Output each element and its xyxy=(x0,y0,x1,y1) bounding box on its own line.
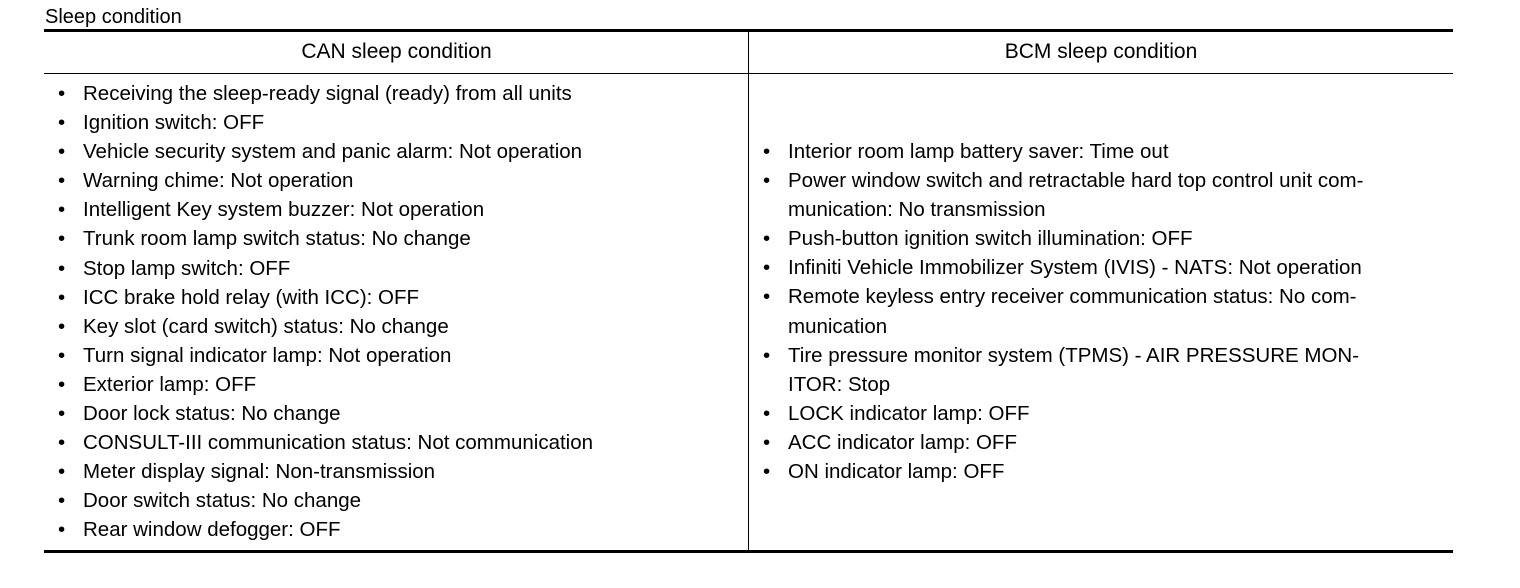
list-item-text: Tire pressure monitor system (TPMS) - AIR PRESSURE MON- xyxy=(788,343,1360,367)
list-item xyxy=(58,428,738,457)
list-item xyxy=(58,370,738,399)
list-item-text: Door switch status: No change xyxy=(83,489,362,513)
list-item-text: LOCK indicator lamp: OFF xyxy=(788,401,1030,425)
list-item xyxy=(58,166,738,195)
list-item-text: Door lock status: No change xyxy=(83,402,341,426)
bullet-icon: • xyxy=(58,489,66,513)
list-item-text: Key slot (card switch) status: No change xyxy=(83,314,449,338)
column-header-bcm: BCM sleep condition xyxy=(749,32,1453,74)
can-sleep-condition-list xyxy=(58,79,738,545)
list-item xyxy=(58,486,738,515)
list-item-text: Rear window defogger: OFF xyxy=(83,518,341,542)
list-item-text: Remote keyless entry receiver communication status: No com- xyxy=(788,285,1357,309)
list-item xyxy=(58,399,738,428)
list-item-text: munication xyxy=(788,314,888,338)
bullet-icon: • xyxy=(58,314,66,338)
bullet-icon: • xyxy=(763,401,771,425)
bullet-icon: • xyxy=(763,227,771,251)
list-item-text: Push-button ignition switch illumination: OFF xyxy=(788,227,1193,251)
list-item-text: ITOR: Stop xyxy=(788,372,891,396)
column-header-can: CAN sleep condition xyxy=(44,32,749,74)
list-item xyxy=(58,283,738,312)
bullet-icon: • xyxy=(763,256,771,280)
column-divider xyxy=(748,32,749,550)
bullet-icon: • xyxy=(763,285,771,309)
list-item xyxy=(763,253,1448,282)
list-item-text: munication: No transmission xyxy=(788,198,1046,222)
list-item-text: Warning chime: Not operation xyxy=(83,169,354,193)
list-item xyxy=(763,282,1448,340)
list-item xyxy=(58,79,738,108)
list-item xyxy=(58,254,738,283)
bullet-icon: • xyxy=(58,460,66,484)
list-item-text: Turn signal indicator lamp: Not operation xyxy=(83,343,452,367)
table-caption: Sleep condition xyxy=(45,6,182,28)
list-item-text: Ignition switch: OFF xyxy=(83,111,265,135)
list-item xyxy=(763,428,1448,457)
bullet-icon: • xyxy=(58,198,66,222)
bullet-icon: • xyxy=(58,285,66,309)
list-item-text: Trunk room lamp switch status: No change xyxy=(83,227,471,251)
list-item-text: Stop lamp switch: OFF xyxy=(83,256,291,280)
list-item xyxy=(763,224,1448,253)
bullet-icon: • xyxy=(58,402,66,426)
bullet-icon: • xyxy=(58,372,66,396)
list-item-text: Interior room lamp battery saver: Time out xyxy=(788,140,1169,163)
list-item xyxy=(763,399,1448,428)
bullet-icon: • xyxy=(58,343,66,367)
list-item xyxy=(763,341,1448,399)
list-item xyxy=(58,341,738,370)
bullet-icon: • xyxy=(763,460,771,484)
bullet-icon: • xyxy=(58,256,66,280)
list-item-text: Meter display signal: Non-transmission xyxy=(83,460,436,484)
list-item xyxy=(58,457,738,486)
bullet-icon: • xyxy=(58,82,66,105)
list-item-text: ON indicator lamp: OFF xyxy=(788,460,1005,484)
list-item-text: ICC brake hold relay (with ICC): OFF xyxy=(83,285,420,309)
bullet-icon: • xyxy=(763,169,771,193)
list-item xyxy=(58,312,738,341)
bullet-icon: • xyxy=(58,431,66,455)
list-item-text: Vehicle security system and panic alarm: Not operation xyxy=(83,140,583,164)
list-item xyxy=(58,137,738,166)
list-item xyxy=(58,515,738,544)
list-item-text: Infiniti Vehicle Immobilizer System (IVIS) - NATS: Not operation xyxy=(788,256,1362,280)
list-item xyxy=(763,137,1448,166)
list-item-text: Power window switch and retractable hard top control unit com- xyxy=(788,169,1364,193)
bullet-icon: • xyxy=(58,518,66,542)
list-item xyxy=(763,166,1448,224)
list-item-text: CONSULT-III communication status: Not communication xyxy=(83,431,594,455)
bullet-icon: • xyxy=(58,140,66,164)
bullet-icon: • xyxy=(58,111,66,135)
bcm-sleep-condition-list xyxy=(763,137,1448,486)
bullet-icon: • xyxy=(763,343,771,367)
list-item-text: Intelligent Key system buzzer: Not operation xyxy=(83,198,485,222)
bullet-icon: • xyxy=(763,140,771,163)
list-item xyxy=(763,457,1448,486)
bullet-icon: • xyxy=(763,430,771,454)
bullet-icon: • xyxy=(58,169,66,193)
list-item-text: ACC indicator lamp: OFF xyxy=(788,430,1017,454)
list-item-text: Exterior lamp: OFF xyxy=(83,372,257,396)
bullet-icon: • xyxy=(58,227,66,251)
list-item xyxy=(58,224,738,253)
list-item xyxy=(58,108,738,137)
sleep-condition-table xyxy=(44,29,1453,553)
list-item-text: Receiving the sleep-ready signal (ready) from all units xyxy=(83,82,572,105)
list-item xyxy=(58,195,738,224)
